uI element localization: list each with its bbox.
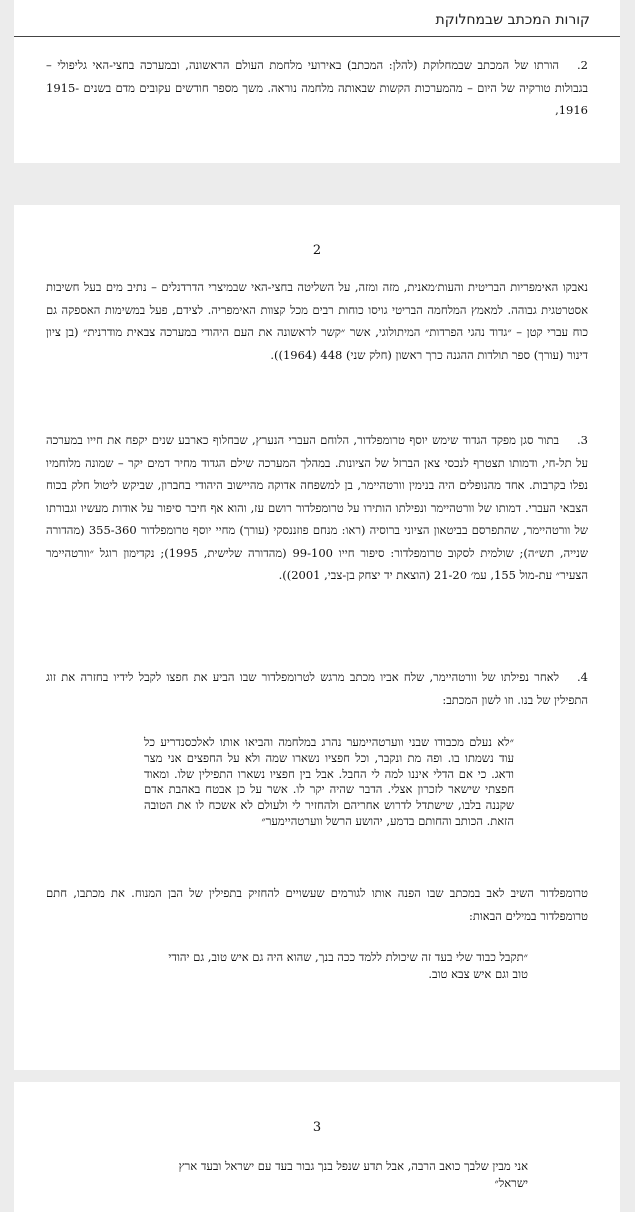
- quote-text: אני מבין שלבך כואב הרבה, אבל תדע שנפל בנך גבור בעד עם ישראל ובעד ארץ ישראל״: [178, 1159, 528, 1190]
- quote-text: ״תקבל כבוד שלי בעד זה שיכולת ללמד ככה בנך, שהוא היה גם איש טוב, גם יהודי טוב וגם איש צבא טוב.: [168, 950, 528, 981]
- running-header: קורות המכתב שבמחלוקת: [435, 12, 590, 28]
- paragraph-text: נאבקו האימפריות הבריטית והעות׳מאנית, מזה ומזה, על השליטה בחצי-האי שבמיצרי הדרדנלים – נתיב מים בעל חשיבות אסטרטגית גבוהה. למאמץ המלחמה הבריטי גויסו כוחות רבים מכל קצוות האימפריה. לצידם, פעל במשימות האספקה גם כוח עברי קטן – ״גדוד נהגי הפרדות״ המיתולוגי, אשר ״קשר לראשונה את העם היהודי במערכה צבאית מודרנית״ (בן ציון דינור (עורך) ספר תולדות ההגנה כרך ראשון (חלק שני) 448 (1964)).: [46, 280, 588, 362]
- paragraph-text: לאחר נפילתו של וורטהיימר, שלח אביו מכתב מרגש לטרומפלדור שבו הביע את חפצו לקבל לידיו בחזרה את זוג התפילין של בנו. וזו לשון המכתב:: [46, 670, 588, 707]
- page-number: 3: [312, 1120, 322, 1135]
- document-page-2: [14, 205, 620, 1070]
- quote-text: ״לא נעלם מכבודו שבני ווערטהיימער נהרג במלחמה והביאו אותו לאלכסנדריע כל עוד נשמתו בו. ופה מת ונקבר, וכל חפציו נשארו שמה ולא על החפצים אני מצר ודאג. כי אם הדלי איננו למה לי החבל. אבל בין חפציו נשארו התפילין שלו. ומאוד חפצתי שישאר לזכרון אצלי. הדבר שהיה יקר לו. אשר על כן אבטח באהבת אדם שקננה בלבו, שישתדל לדרוש אחריהם ולהחזיר לי ולעולם לא אשכח לו את הטובה הזאת. הכותב והחותם בדמע, יהושע הרשל ווערטהיימער״: [144, 735, 514, 828]
- paragraph-2: [46, 54, 588, 122]
- paragraph-number: 2.: [577, 58, 588, 72]
- paragraph-text: בתור סגן מפקד הגדוד שימש יוסף טרומפלדור, הלוחם העברי הנערץ, שבחלוף כארבע שנים יקפח את חייו במערכה על תל-חי, ודמותו תצטרף לנכסי צאן הברזל של הציונות. במהלך המערכה שילם הגדוד מחיר דמים יקר – שמונה מלוחמיו נפלו בקרבות. אחד מהנופלים היה בנימין וורטהיימר, בן למשפחה אדוקה מהיישוב היהודי בחברון, שביקש ליטול חלק בכוח הצבאי העברי. דמותו של וורטהיימר ונפילתו הותירו על טרומפלדור רושם עז, והוא אף חיבר סיפור על אודות מעשיו וגבורתו של וורטהיימר, שהתפרסם בביטאון הציוני ברוסיה (ראו: מנחם פוזננסקי (עורך) מחיי יוסף טרומפלדור 355-360 (מהדורה שנייה, תש״ה); שולמית לסקוב טרומפלדור: סיפור חייו 99-100 (מהדורה שלישית, 1995); נקדימון רוגל ״וורטהיימר הצעיר״ עת-מול 155, עמ׳ 21-20 (הוצאת יד יצחק בן-צבי, 2001)).: [46, 433, 589, 582]
- paragraph-number: 4.: [577, 670, 588, 684]
- document-page-3: [14, 1082, 620, 1212]
- header-divider: [14, 36, 620, 37]
- paragraph-continued: [46, 276, 588, 366]
- paragraph-text: טרומפלדור השיב לאב במכתב שבו הפנה אותו לגורמים שעשויים להחזיק בתפילין של הבן המנוח. את מכתבו, חתם טרומפלדור במילים הבאות:: [46, 886, 588, 923]
- paragraph-3: [46, 429, 588, 587]
- block-quote-continued: [154, 1158, 528, 1191]
- paragraph-text: הורתו של המכתב שבמחלוקת (להלן: המכתב) באירועי מלחמת העולם הראשונה, ובמערכה בחצי-האי גליפולי – בגבולות טורקיה של היום – מהמערכות הקשות שבאותה מלחמה נוראה. משך מספר חודשים עקובים מדם בשנים 1915-1916,: [46, 58, 588, 117]
- paragraph-reply: [46, 882, 588, 927]
- page-number: 2: [312, 243, 322, 258]
- block-quote-father-letter: [144, 735, 514, 830]
- paragraph-number: 3.: [577, 433, 588, 447]
- document-page-1: [14, 0, 620, 163]
- paragraph-4: [46, 666, 588, 711]
- block-quote-trumpeldor-reply: [154, 949, 528, 982]
